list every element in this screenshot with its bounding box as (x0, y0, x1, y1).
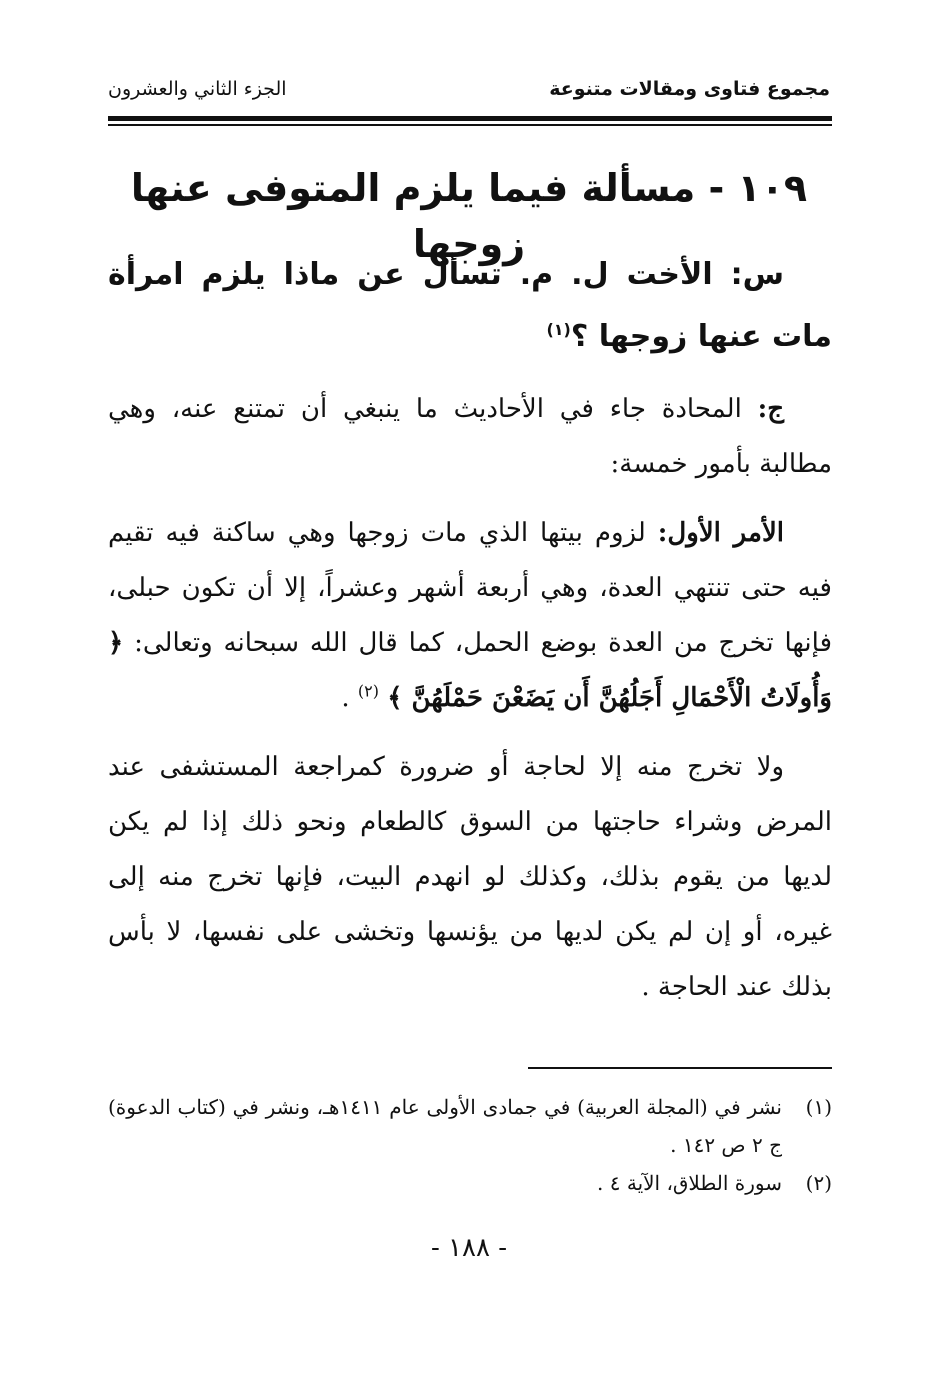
footnote-1 (108, 1088, 832, 1164)
article-title: ١٠٩ - مسألة فيما يلزم المتوفى عنها زوجها (130, 166, 808, 266)
footnote-2 (108, 1164, 832, 1202)
page-number: - ١٨٨ - (430, 1233, 508, 1263)
footnotes (108, 1088, 832, 1202)
answer-text: المحادة جاء في الأحاديث ما ينبغي أن تمتنع عنه، وهي مطالبة بأمور خمسة: (108, 394, 832, 479)
paragraph-2: ولا تخرج منه إلا لحاجة أو ضرورة كمراجعة المستشفى عند المرض وشراء حاجتها من السوق كالطعام ونحو ذلك إذا لم يكن لديها من يقوم بذلك، وكذلك لو انهدم البيت، فإنها تخرج منه إلى غيره، أو إن لم يكن لديها من يؤنسها وتخشى على نفسها، لا بأس بذلك عند الحاجة . (108, 752, 832, 1002)
book-title: مجموع فتاوى ومقالات متنوعة (549, 78, 830, 100)
point-1-lead: الأمر الأول: (657, 518, 784, 548)
question-text: س: الأخت ل. م. تسأل عن ماذا يلزم امرأة مات عنها زوجها ؟ (108, 257, 832, 354)
volume-label: الجزء الثاني والعشرون (108, 78, 287, 100)
point-1-text: لزوم بيتها الذي مات زوجها وهي ساكنة فيه تقيم فيه حتى تنتهي العدة، وهي أربعة أشهر وعشراً، إلا أن تكون حبلى، فإنها تخرج من العدة بوضع الحمل، كما قال الله سبحانه وتعالى: (108, 518, 832, 658)
point-1-paragraph (108, 506, 832, 726)
footnote-1-number: (١) (805, 1095, 832, 1119)
header-rule-thick (108, 116, 832, 121)
footnote-2-number: (٢) (805, 1171, 832, 1195)
verse-end: . (341, 683, 350, 713)
running-header (108, 78, 830, 114)
article-body (108, 244, 832, 1029)
footnote-ref-1: (١) (546, 320, 571, 339)
footnote-1-text: نشر في (المجلة العربية) في جمادى الأولى عام ١٤١١هـ، ونشر في (كتاب الدعوة) ج ٢ ص ١٤٢ . (108, 1095, 782, 1157)
answer-lead: ج: (757, 394, 785, 424)
question-paragraph (108, 244, 832, 368)
footnote-2-text: سورة الطلاق، الآية ٤ . (597, 1171, 782, 1195)
footnote-ref-2: (٢) (357, 681, 379, 701)
footnote-separator (528, 1067, 832, 1069)
quran-verse: ﴿ وَأُولَاتُ الْأَحْمَالِ أَجَلُهُنَّ أَن يَضَعْنَ حَمْلَهُنَّ ﴾ (108, 628, 832, 713)
answer-paragraph (108, 382, 832, 492)
header-rule-thin (108, 124, 832, 126)
